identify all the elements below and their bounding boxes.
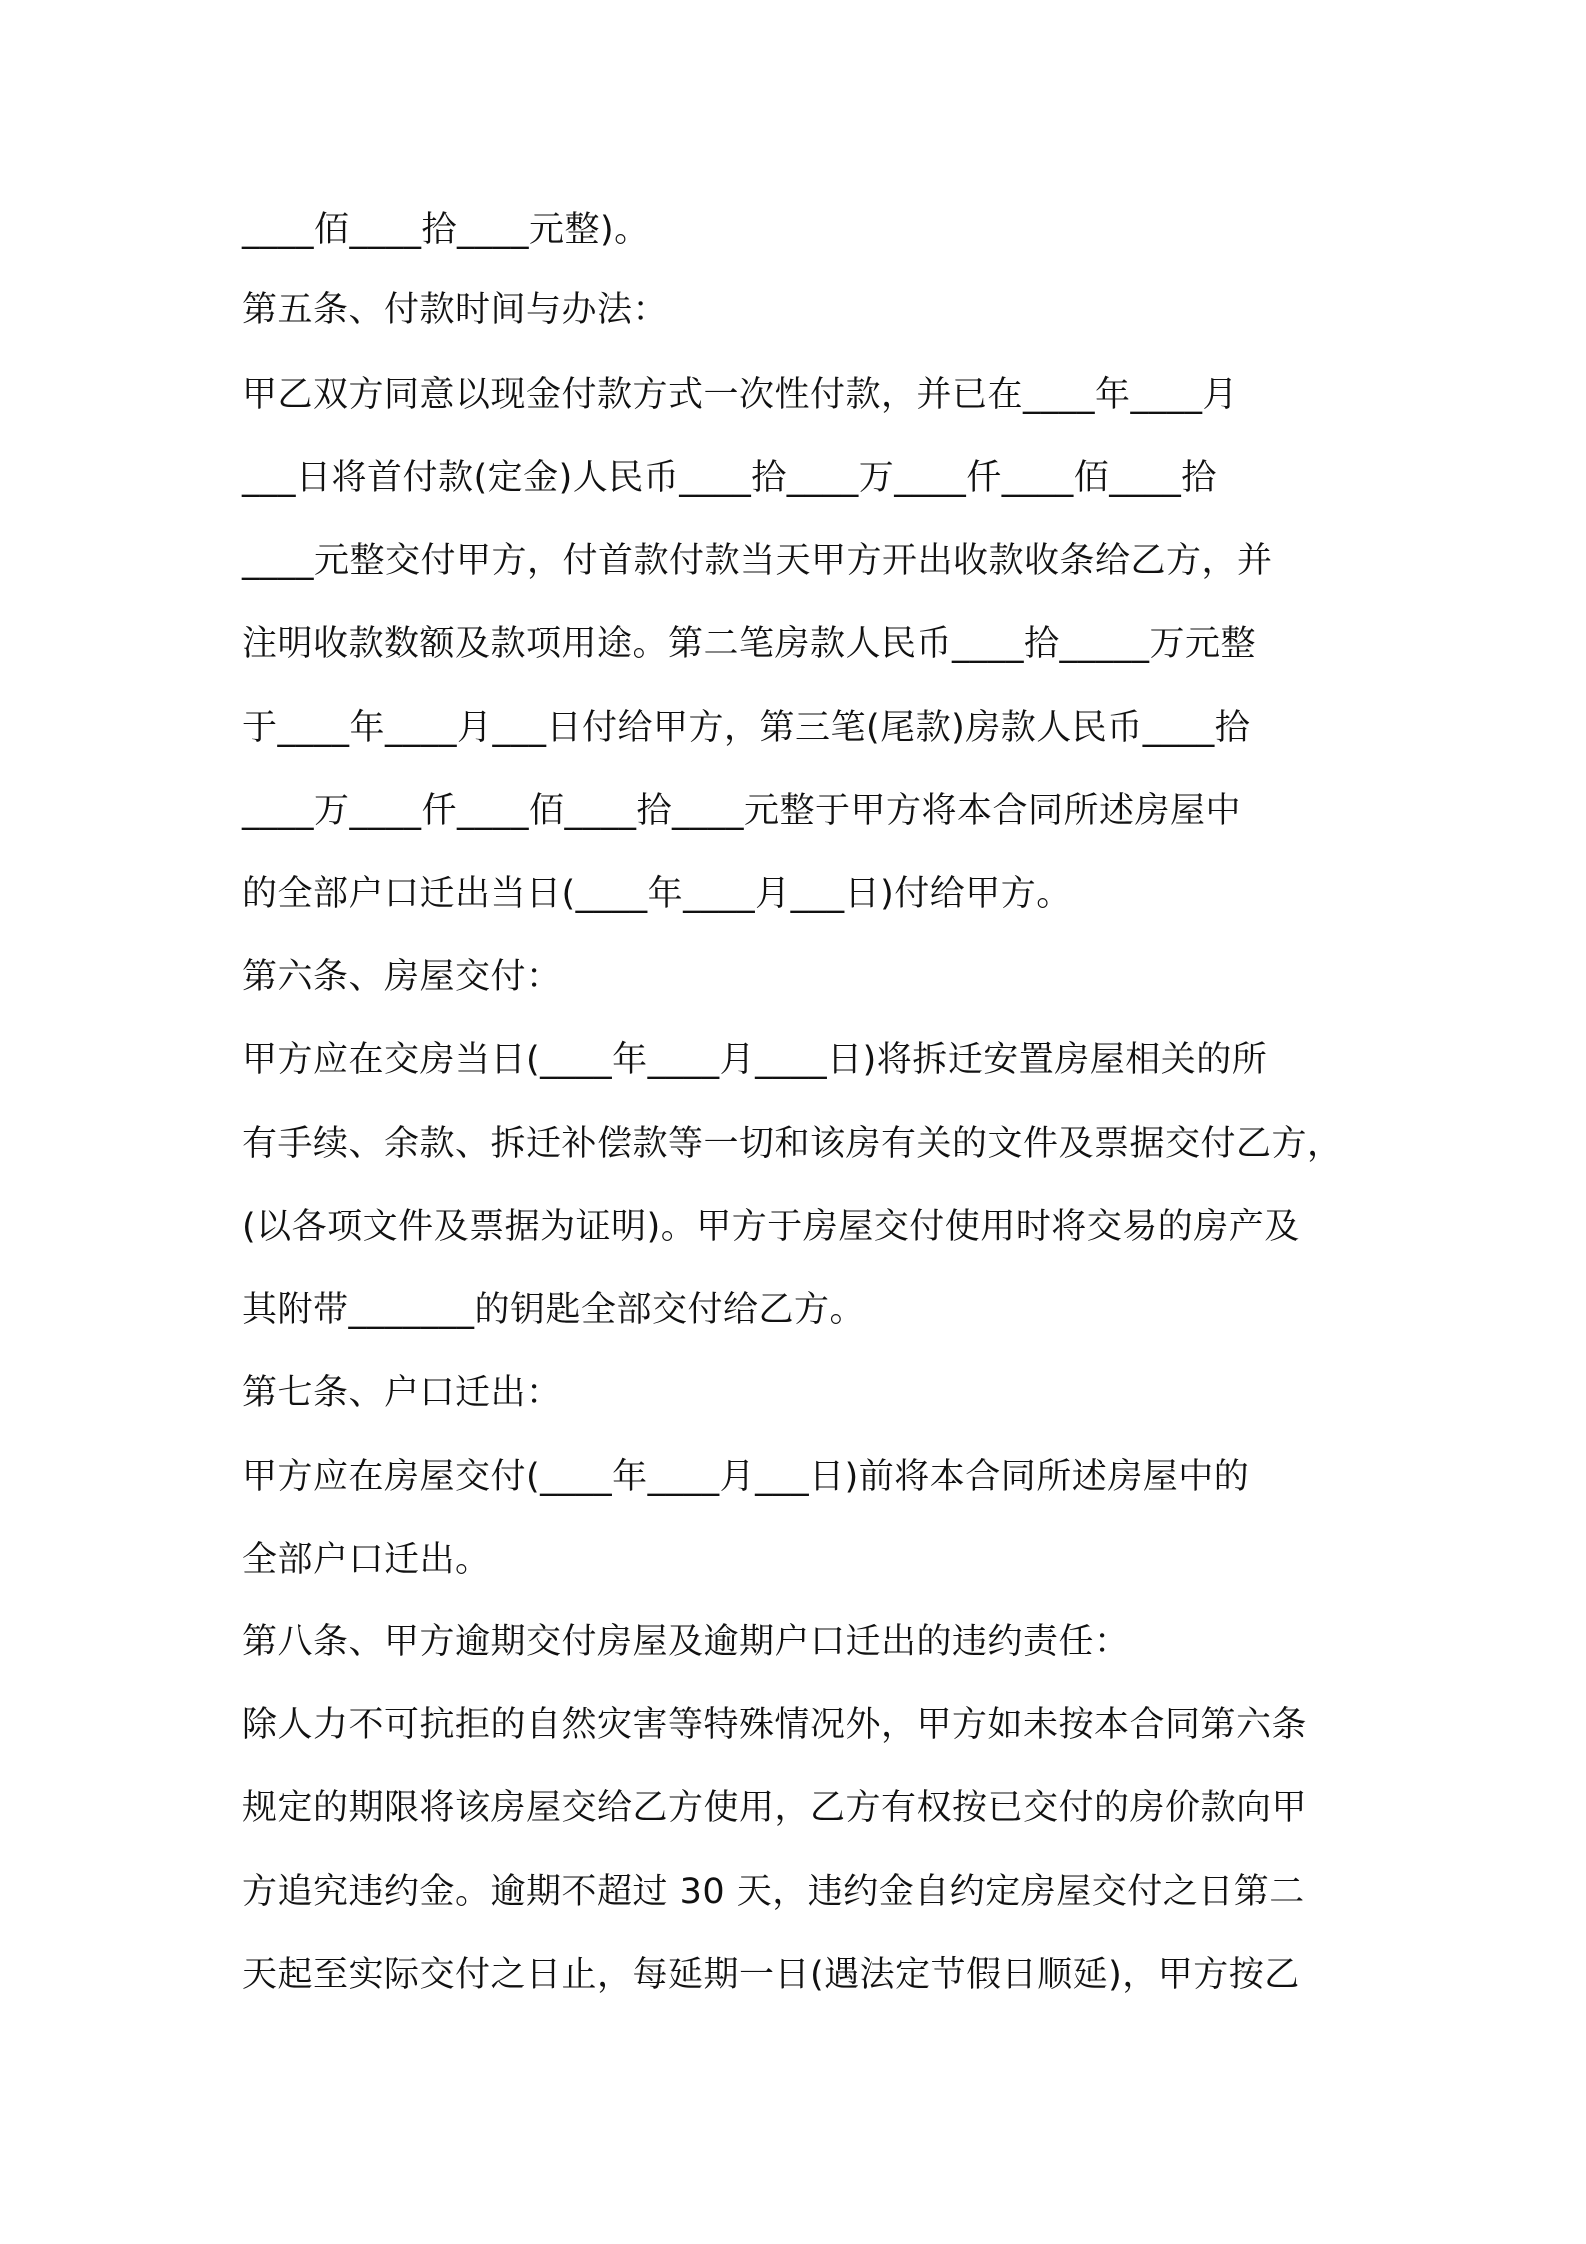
- text-line: 注明收款数额及款项用途。第二笔房款人民币____拾_____万元整: [242, 624, 1257, 664]
- text-line: 的全部户口迁出当日(____年____月___日)付给甲方。: [242, 874, 1072, 914]
- section-heading-article-7: 第七条、户口迁出：: [242, 1373, 562, 1413]
- text-line: 于____年____月___日付给甲方，第三笔(尾款)房款人民币____拾: [242, 708, 1251, 748]
- section-heading-article-6: 第六条、房屋交付：: [242, 957, 562, 997]
- text-line: 方追究违约金。逾期不超过 30 天，违约金自约定房屋交付之日第二: [242, 1872, 1305, 1912]
- text-line: 甲方应在交房当日(____年____月____日)将拆迁安置房屋相关的所: [242, 1040, 1268, 1080]
- text-line: 甲方应在房屋交付(____年____月___日)前将本合同所述房屋中的: [242, 1457, 1250, 1497]
- text-line: 全部户口迁出。: [242, 1540, 491, 1580]
- text-line: 其附带_______的钥匙全部交付给乙方。: [242, 1290, 866, 1330]
- text-line: 规定的期限将该房屋交给乙方使用，乙方有权按已交付的房价款向甲: [242, 1788, 1308, 1828]
- text-line: ___日将首付款(定金)人民币____拾____万____仟____佰____拾: [242, 458, 1217, 498]
- text-line: ____佰____拾____元整)。: [242, 210, 650, 250]
- text-line: 甲乙双方同意以现金付款方式一次性付款，并已在____年____月: [242, 375, 1239, 415]
- text-line: ____元整交付甲方，付首款付款当天甲方开出收款收条给乙方，并: [242, 541, 1273, 581]
- text-line: ____万____仟____佰____拾____元整于甲方将本合同所述房屋中: [242, 791, 1242, 831]
- text-line: 除人力不可抗拒的自然灾害等特殊情况外，甲方如未按本合同第六条: [242, 1705, 1308, 1745]
- section-heading-article-8: 第八条、甲方逾期交付房屋及逾期户口迁出的违约责任：: [242, 1622, 1130, 1662]
- text-line: 有手续、余款、拆迁补偿款等一切和该房有关的文件及票据交付乙方，: [242, 1124, 1343, 1164]
- text-line: 天起至实际交付之日止，每延期一日(遇法定节假日顺延)，甲方按乙: [242, 1955, 1300, 1995]
- text-line: (以各项文件及票据为证明)。甲方于房屋交付使用时将交易的房产及: [242, 1207, 1300, 1247]
- section-heading-article-5: 第五条、付款时间与办法：: [242, 290, 669, 330]
